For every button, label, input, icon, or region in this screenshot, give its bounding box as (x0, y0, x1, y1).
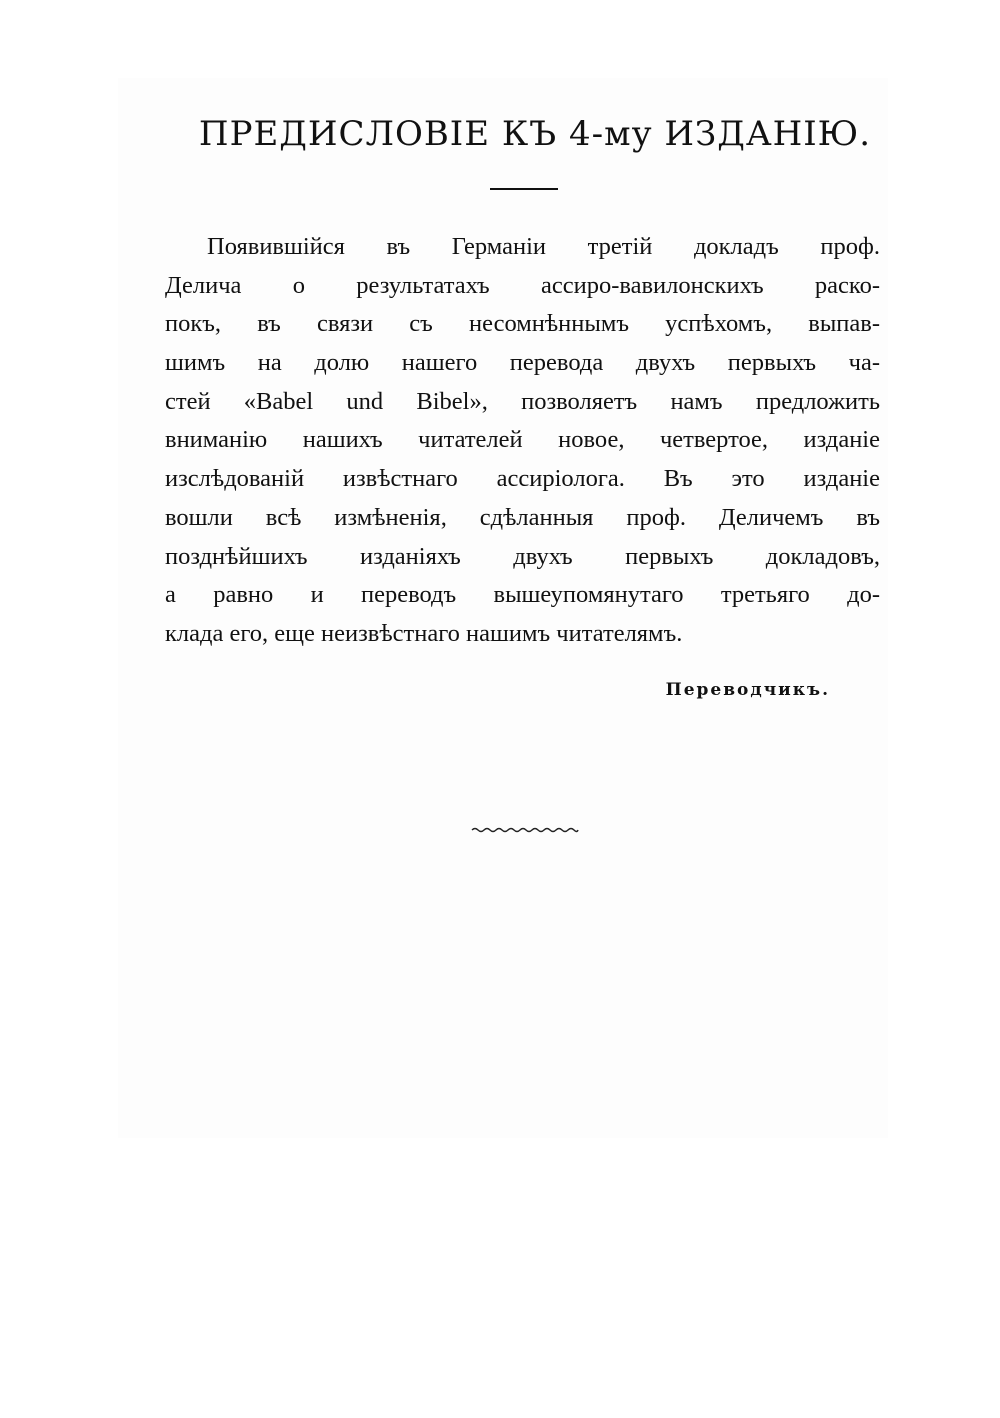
paragraph-line: вошли всѣ измѣненія, сдѣланныя проф. Деличемъ въ (165, 503, 880, 531)
paragraph-line: Делича о результатахъ ассиро-вавилонскихъ раско- (165, 271, 880, 299)
preface-page (165, 110, 880, 700)
paragraph-line: шимъ на долю нашего перевода двухъ первыхъ ча- (165, 349, 880, 377)
paragraph-line: изслѣдованій извѣстнаго ассиріолога. Въ это изданіе (165, 465, 880, 493)
paragraph-line: клада его, еще неизвѣстнаго нашимъ читателямъ. (165, 619, 683, 647)
wavy-ornament-divider (470, 822, 580, 838)
translator-signature: Переводчикъ. (665, 679, 830, 700)
paragraph-line: покъ, въ связи съ несомнѣннымъ успѣхомъ, выпав- (165, 310, 880, 338)
page-title: ПРЕДИСЛОВІЕ КЪ 4-му ИЗДАНІЮ. (198, 114, 872, 154)
paragraph-line: вниманію нашихъ читателей новое, четвертое, изданіе (165, 426, 880, 454)
paragraph-line: позднѣйшихъ изданіяхъ двухъ первыхъ докладовъ, (165, 542, 880, 570)
paragraph-line: стей «Babel und Bibel», позволяетъ намъ предложить (165, 387, 880, 415)
paragraph-line: а равно и переводъ вышеупомянутаго третьяго до- (165, 581, 880, 609)
paragraph-line: Появившійся въ Германіи третій докладъ проф. (207, 233, 880, 260)
preface-paragraph (165, 228, 880, 654)
title-divider (490, 188, 558, 190)
